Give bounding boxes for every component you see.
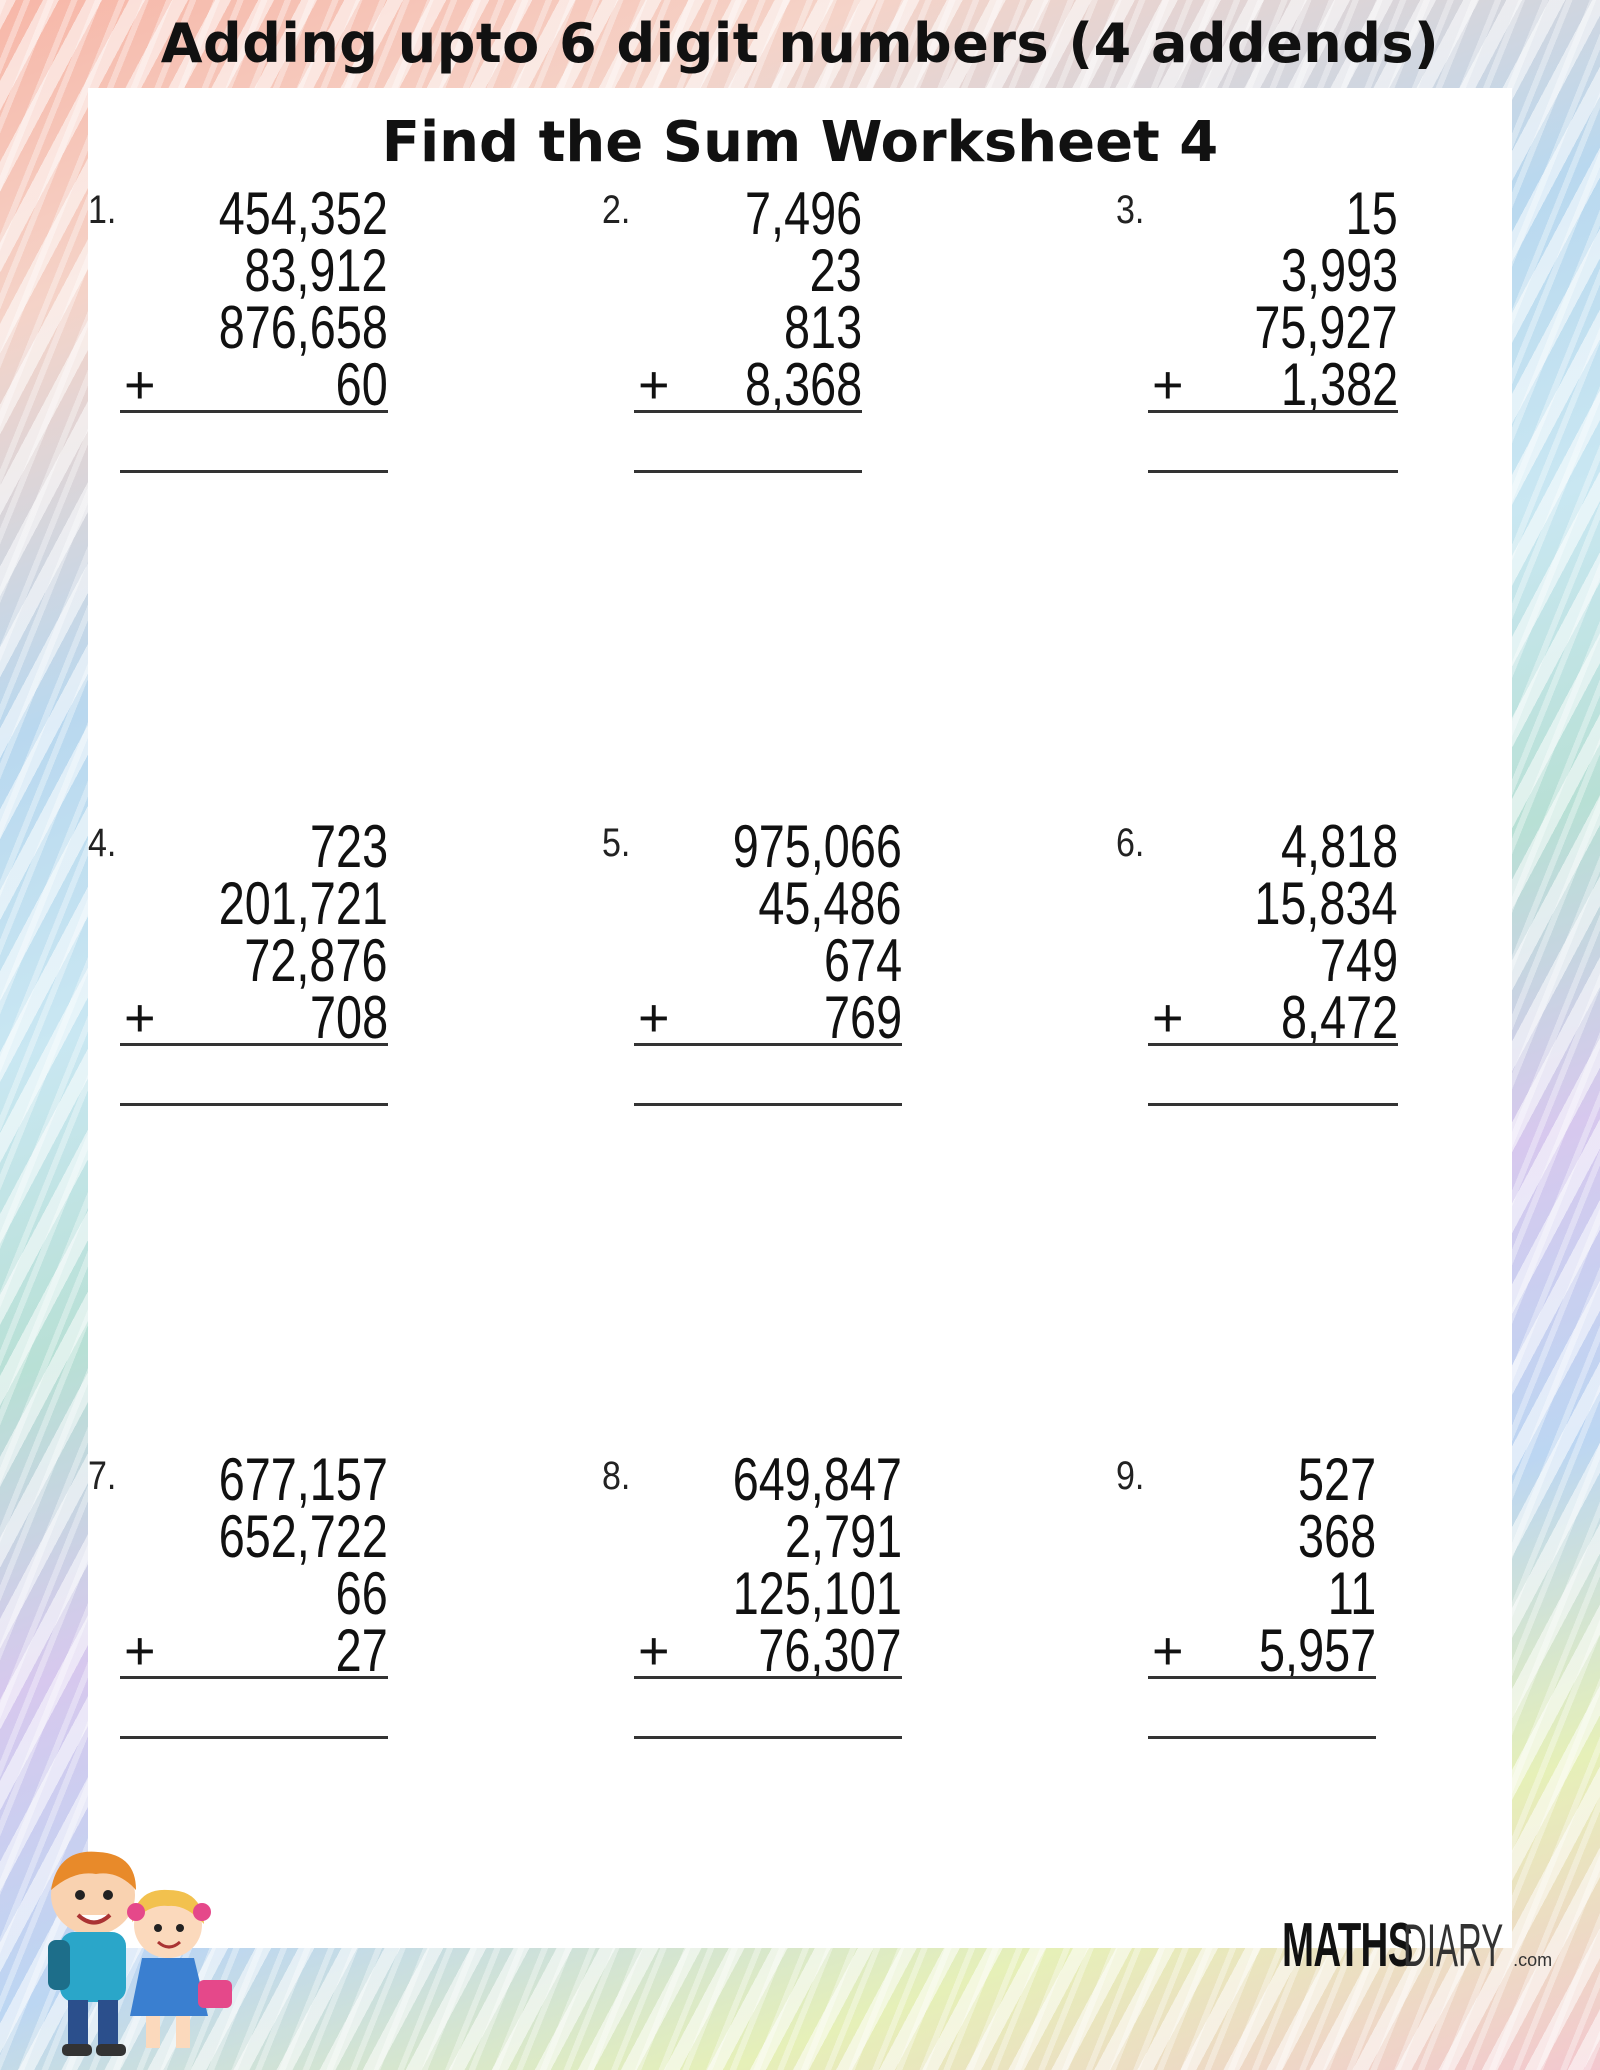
addend: 8,472 — [1280, 984, 1398, 1051]
addend: 83,912 — [244, 237, 388, 304]
sum-line — [120, 1043, 388, 1046]
addend: 813 — [783, 294, 862, 361]
answer-line[interactable] — [1148, 1736, 1376, 1739]
sum-line — [634, 410, 862, 413]
plus-sign: + — [1152, 355, 1184, 415]
addend: 27 — [335, 1617, 388, 1684]
addend: 125,101 — [732, 1560, 902, 1627]
addend: 8,368 — [744, 351, 862, 418]
answer-line[interactable] — [1148, 1103, 1398, 1106]
addend: 652,722 — [218, 1503, 388, 1570]
logo-bold-text: MATHS — [1282, 1911, 1413, 1980]
problem-number: 5. — [602, 821, 631, 865]
problem-3 — [1116, 180, 1496, 588]
sum-line — [120, 1676, 388, 1679]
problem-number: 7. — [88, 1454, 117, 1498]
addend: 4,818 — [1280, 813, 1398, 880]
addend: 368 — [1297, 1503, 1376, 1570]
addend: 454,352 — [218, 180, 388, 247]
addend: 66 — [335, 1560, 388, 1627]
problem-number: 4. — [88, 821, 117, 865]
sum-line — [634, 1043, 902, 1046]
addend: 15,834 — [1254, 870, 1398, 937]
addend: 1,382 — [1280, 351, 1398, 418]
addend: 749 — [1319, 927, 1398, 994]
mathsdiary-logo — [1282, 1910, 1553, 1980]
problem-4 — [88, 813, 468, 1221]
answer-line[interactable] — [634, 1736, 902, 1739]
answer-line[interactable] — [120, 1736, 388, 1739]
addend: 723 — [309, 813, 388, 880]
addend: 23 — [809, 237, 862, 304]
plus-sign: + — [638, 1621, 670, 1681]
problem-5 — [602, 813, 982, 1221]
addend: 708 — [309, 984, 388, 1051]
problem-7 — [88, 1446, 468, 1854]
plus-sign: + — [124, 355, 156, 415]
plus-sign: + — [1152, 988, 1184, 1048]
main-title: Adding upto 6 digit numbers (4 addends) — [160, 12, 1440, 75]
addend: 45,486 — [758, 870, 902, 937]
problem-number: 9. — [1116, 1454, 1145, 1498]
plus-sign: + — [124, 1621, 156, 1681]
problem-9 — [1116, 1446, 1496, 1854]
answer-line[interactable] — [120, 1103, 388, 1106]
addend: 674 — [823, 927, 902, 994]
addend: 975,066 — [732, 813, 902, 880]
logo-light-text: DIARY — [1402, 1912, 1504, 1979]
sum-line — [1148, 410, 1398, 413]
addend: 527 — [1297, 1446, 1376, 1513]
answer-line[interactable] — [1148, 470, 1398, 473]
addend: 75,927 — [1254, 294, 1398, 361]
addend: 7,496 — [744, 180, 862, 247]
addend: 76,307 — [758, 1617, 902, 1684]
addend: 677,157 — [218, 1446, 388, 1513]
addend: 769 — [823, 984, 902, 1051]
worksheet-subtitle: Find the Sum Worksheet 4 — [381, 110, 1219, 175]
answer-line[interactable] — [120, 470, 388, 473]
kids-illustration-icon — [18, 1840, 238, 2060]
addend: 201,721 — [218, 870, 388, 937]
sum-line — [1148, 1676, 1376, 1679]
problem-1 — [88, 180, 468, 588]
problem-8 — [602, 1446, 982, 1854]
addend: 72,876 — [244, 927, 388, 994]
sum-line — [120, 410, 388, 413]
addend: 3,993 — [1280, 237, 1398, 304]
problem-number: 3. — [1116, 188, 1145, 232]
problem-number: 8. — [602, 1454, 631, 1498]
addend: 5,957 — [1258, 1617, 1376, 1684]
problem-6 — [1116, 813, 1496, 1221]
addend: 649,847 — [732, 1446, 902, 1513]
sum-line — [634, 1676, 902, 1679]
addend: 15 — [1345, 180, 1398, 247]
problem-number: 2. — [602, 188, 631, 232]
worksheet-sheet — [88, 88, 1512, 1948]
logo-suffix: .com — [1513, 1950, 1553, 1970]
problem-number: 1. — [88, 188, 117, 232]
addend: 11 — [1327, 1560, 1376, 1627]
plus-sign: + — [638, 355, 670, 415]
answer-line[interactable] — [634, 1103, 902, 1106]
answer-line[interactable] — [634, 470, 862, 473]
plus-sign: + — [1152, 1621, 1184, 1681]
problem-2 — [602, 180, 982, 588]
addend: 876,658 — [218, 294, 388, 361]
addend: 2,791 — [784, 1503, 902, 1570]
addend: 60 — [335, 351, 388, 418]
sum-line — [1148, 1043, 1398, 1046]
plus-sign: + — [638, 988, 670, 1048]
plus-sign: + — [124, 988, 156, 1048]
problem-number: 6. — [1116, 821, 1145, 865]
